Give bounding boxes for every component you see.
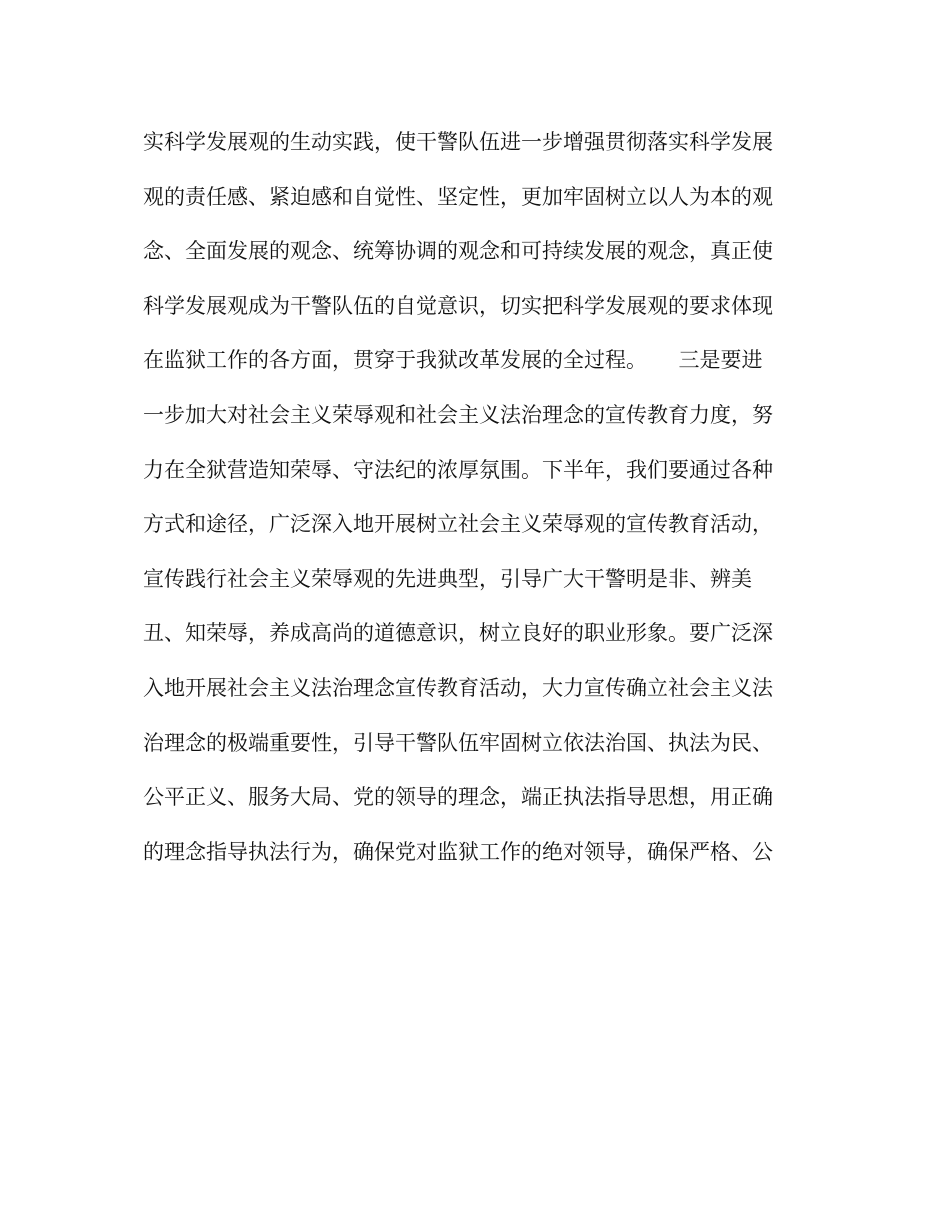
text-line: 入地开展社会主义法治理念宣传教育活动，大力宣传确立社会主义法 [143,675,773,700]
text-line: 在监狱工作的各方面，贯穿于我狱改革发展的全过程。 三是要进 [143,348,763,373]
text-line: 治理念的极端重要性，引导干警队伍牢固树立依法治国、执法为民、 [143,730,773,755]
body-text [143,122,803,886]
text-line: 实科学发展观的生动实践，使干警队伍进一步增强贯彻落实科学发展 [143,130,773,154]
text-line: 念、全面发展的观念、统筹协调的观念和可持续发展的观念，真正使 [143,239,773,264]
text-line: 科学发展观成为干警队伍的自觉意识，切实把科学发展观的要求体现 [143,293,773,318]
text-line: 的理念指导执法行为，确保党对监狱工作的绝对领导，确保严格、公 [143,839,773,864]
text-line: 公平正义、服务大局、党的领导的理念，端正执法指导思想，用正确 [143,785,773,810]
text-line: 宣传践行社会主义荣辱观的先进典型，引导广大干警明是非、辨美 [143,566,752,591]
text-line: 丑、知荣辱，养成高尚的道德意识，树立良好的职业形象。要广泛深 [143,621,773,646]
text-line: 方式和途径，广泛深入地开展树立社会主义荣辱观的宣传教育活动， [143,512,773,537]
text-line: 观的责任感、紧迫感和自觉性、坚定性，更加牢固树立以人为本的观 [143,184,773,209]
text-line: 一步加大对社会主义荣辱观和社会主义法治理念的宣传教育力度，努 [143,402,773,427]
text-line: 力在全狱营造知荣辱、守法纪的浓厚氛围。下半年，我们要通过各种 [143,457,773,482]
